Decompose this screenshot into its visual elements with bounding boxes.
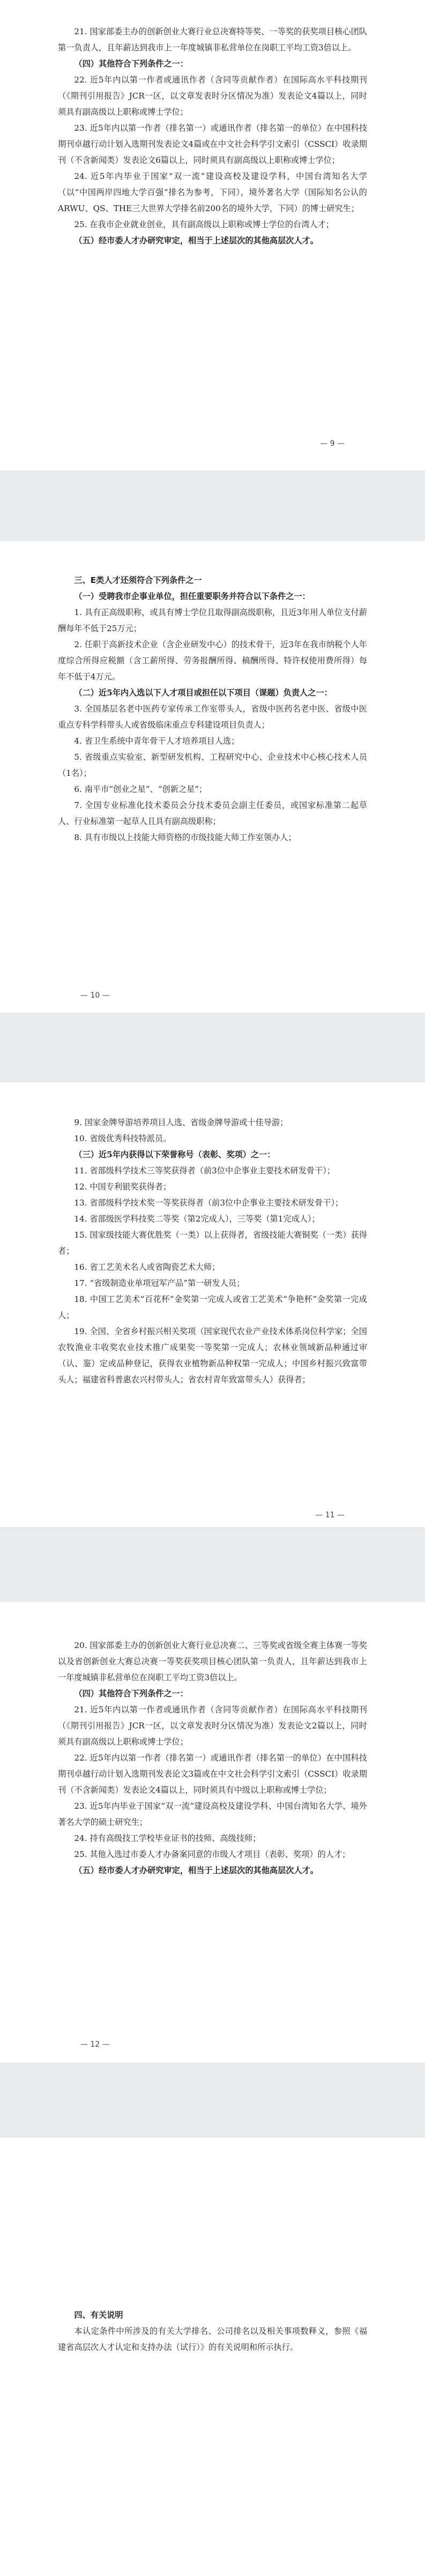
- page-number: — 9 —: [320, 439, 345, 448]
- page-body: [58, 1637, 367, 1878]
- section-heading: （五）经市委人才办研究审定，相当于上述层次的其他高层次人才。: [74, 236, 319, 245]
- paragraph: 5. 省级重点实验室、新型研发机构、工程研究中心、企业技术中心核心技术人员（1名）；: [58, 752, 367, 778]
- document-page-12: [0, 1602, 425, 2063]
- paragraph: 13. 省部级科学技术奖一等奖获得者（前3位中企事业主要技术研发骨干）；: [74, 1198, 344, 1208]
- paragraph: 25. 在我市企业就业创业，具有副高级以上职称或博士学位的台湾人才；: [74, 220, 334, 229]
- page-body: [58, 1114, 367, 1388]
- paragraph: 11. 省部级科学技术三等奖获得者（前3位中企事业主要技术研发骨干）；: [74, 1166, 335, 1175]
- document-page-13: [0, 2138, 425, 2576]
- document-page-10: [0, 541, 425, 1013]
- paragraph: 8. 具有市级以上技能大师资格的市级技能大师工作室领办人；: [74, 833, 296, 842]
- document-page-11: [0, 1082, 425, 1527]
- paragraph: 22. 近5年内以第一作者（排名第一）或通讯作者（排名第一的单位）在中国科技期刊卓越行动计划入选期刊发表论文3篇或在中文社会科学引文索引（CSSCI）收录期刊（不含新闻类）发表论文4篇以上，同时须具有中级以上职称或博士学位；: [58, 1753, 367, 1795]
- document-page-9: [0, 0, 425, 470]
- paragraph: 19. 全国、全省乡村振兴相关奖项（国家现代农业产业技术体系岗位科学家；全国农牧渔业丰收奖农业技术推广成果奖一等奖第一完成人；农林业领域新品种通过审（认、鉴）定或品种登记，获得农业植物新品种权第一完成人；中国乡村振兴致富带头人；福建省科普惠农兴村带头人；省农村青年致富带头人）获得者；: [58, 1327, 367, 1384]
- section-heading: （四）其他符合下列条件之一：: [74, 59, 189, 69]
- paragraph: 23. 近5年内以第一作者（排名第一）或通讯作者（排名第一的单位）在中国科技期刊卓越行动计划入选期刊发表论文4篇或在中文社会科学引文索引（CSSCI）收录期刊（不含新闻类）发表论文6篇以上，同时须具有副高级以上职称或博士学位；: [58, 123, 367, 165]
- section-heading: （二）近5年内入选以下人才项目或担任以下项目（课题）负责人之一：: [74, 688, 332, 698]
- section-heading: （一）受聘我市企事业单位，担任重要职务并符合以下条件之一：: [74, 591, 310, 601]
- paragraph: 9. 国家金牌导游培养项目人选、省级金牌导游或十佳导游；: [74, 1118, 288, 1127]
- page-number: — 12 —: [80, 2040, 110, 2049]
- paragraph: 24. 近5年内毕业于国家“双一流”建设高校及建设学科，中国台湾知名大学（以“中国两岸四地大学百强”排名为参考，下同），境外著名大学（国际知名公认的ARWU、QS、THE三大世界大学排名前200名的境外大学，下同）的博士研究生；: [58, 171, 367, 213]
- paragraph: 7. 全国专业标准化技术委员会分技术委员会副主任委员，或国家标准第二起草人、行业标准第一起草人且具有副高级职称；: [58, 800, 367, 826]
- paragraph: 22. 近5年内以第一作者或通讯作者（含同等贡献作者）在国际高水平科技期刊（《期刊引用报告》JCR一区，以文章发表时分区情况为准）发表论文4篇以上，同时须具有副高级以上职称或博士学位；: [58, 75, 367, 117]
- page-number: — 11 —: [315, 1511, 345, 1519]
- paragraph: 16. 省工艺美术名人或省陶瓷艺术大师；: [74, 1262, 220, 1272]
- page-number: — 10 —: [80, 991, 110, 1000]
- paragraph: 25. 其他入选过市委人才办备案同意的市级人才项目（表彰、奖项）的人才；: [74, 1849, 351, 1859]
- paragraph: 3. 全国基层名老中医药专家传承工作室带头人，省级中医药名老中医、省级中医重点专科学科带头人或省级临床重点专科建设项目负责人；: [58, 704, 367, 730]
- chapter-heading: 三、E类人才还须符合下列条件之一: [74, 575, 202, 585]
- paragraph: 1. 具有正高级职称，或具有博士学位且取得副高级职称，且近3年用人单位支付薪酬每年不低于25万元；: [58, 608, 367, 633]
- paragraph: 21. 国家部委主办的创新创业大赛行业总决赛特等奖、一等奖的获奖项目核心团队第一负责人，且年薪达到我市上一年度城镇非私营单位在岗职工平均工资3倍以上。: [58, 27, 367, 53]
- page-body: [58, 572, 367, 845]
- chapter-heading: 四、有关说明: [74, 2310, 123, 2320]
- section-heading: （三）近5年内获得以下荣誉称号（表彰、奖项）之一：: [74, 1150, 275, 1159]
- paragraph: 6. 南平市“创业之星”、“创新之星”；: [74, 784, 207, 794]
- paragraph: 21. 近5年内以第一作者或通讯作者（含同等贡献作者）在国际高水平科技期刊（《期刊引用报告》JCR一区，以文章发表时分区情况为准）发表论文2篇以上，同时须具有副高级以上职称或博士学位；: [58, 1705, 367, 1747]
- paragraph: 2. 任职于高新技术企业（含企业研发中心）的技术骨干，近3年在我市纳税个人年度综合所得应税额（含工薪所得、劳务报酬所得、稿酬所得、特许权使用费所得）每年不低于4万元。: [58, 640, 367, 682]
- section-heading: （四）其他符合下列条件之一：: [74, 1689, 189, 1698]
- paragraph: 24. 持有高级技工学校毕业证书的技师、高级技师；: [74, 1833, 261, 1843]
- paragraph: 12. 中国专利银奖获得者；: [74, 1182, 172, 1192]
- paragraph: 20. 国家部委主办的创新创业大赛行业总决赛二、三等奖或省级全赛主体赛一等奖以及省创新创业大赛总决赛一等奖获奖项目核心团队第一负责人，且年薪达到我市上一年度城镇非私营单位在岗职工平均工资3倍以上。: [58, 1641, 367, 1682]
- paragraph: 18. 中国工艺美术“百花杯”金奖第一完成人或省工艺美术“争艳杯”金奖第一完成人；: [58, 1294, 367, 1320]
- paragraph: 15. 国家级技能大赛优胜奖（一类）以上获得者，省级技能大赛铜奖（一类）获得者；: [58, 1230, 367, 1256]
- section-heading: （五）经市委人才办研究审定，相当于上述层次的其他高层次人才。: [74, 1866, 319, 1875]
- paragraph: 本认定条件中所涉及的有关大学排名、公司排名以及相关事项数释义，参照《福建省高层次人才认定和支持办法（试行）》的有关说明和所示执行。: [58, 2326, 367, 2352]
- page-body: [58, 2307, 367, 2355]
- paragraph: 17. “省级制造业单项冠军产品”第一研发人员；: [74, 1278, 245, 1288]
- paragraph: 4. 省卫生系统中青年骨干人才培养项目人选；: [74, 736, 240, 746]
- paragraph: 10. 省级优秀科技特派员。: [74, 1134, 172, 1143]
- paragraph: 23. 近5年内毕业于国家“双一流”建设高校及建设学科、中国台湾知名大学、境外著名大学的硕士研究生；: [58, 1801, 367, 1827]
- page-body: [58, 24, 367, 249]
- paragraph: 14. 省部级医学科技奖二等奖（第2完成人），三等奖（第1完成人）；: [74, 1214, 320, 1224]
